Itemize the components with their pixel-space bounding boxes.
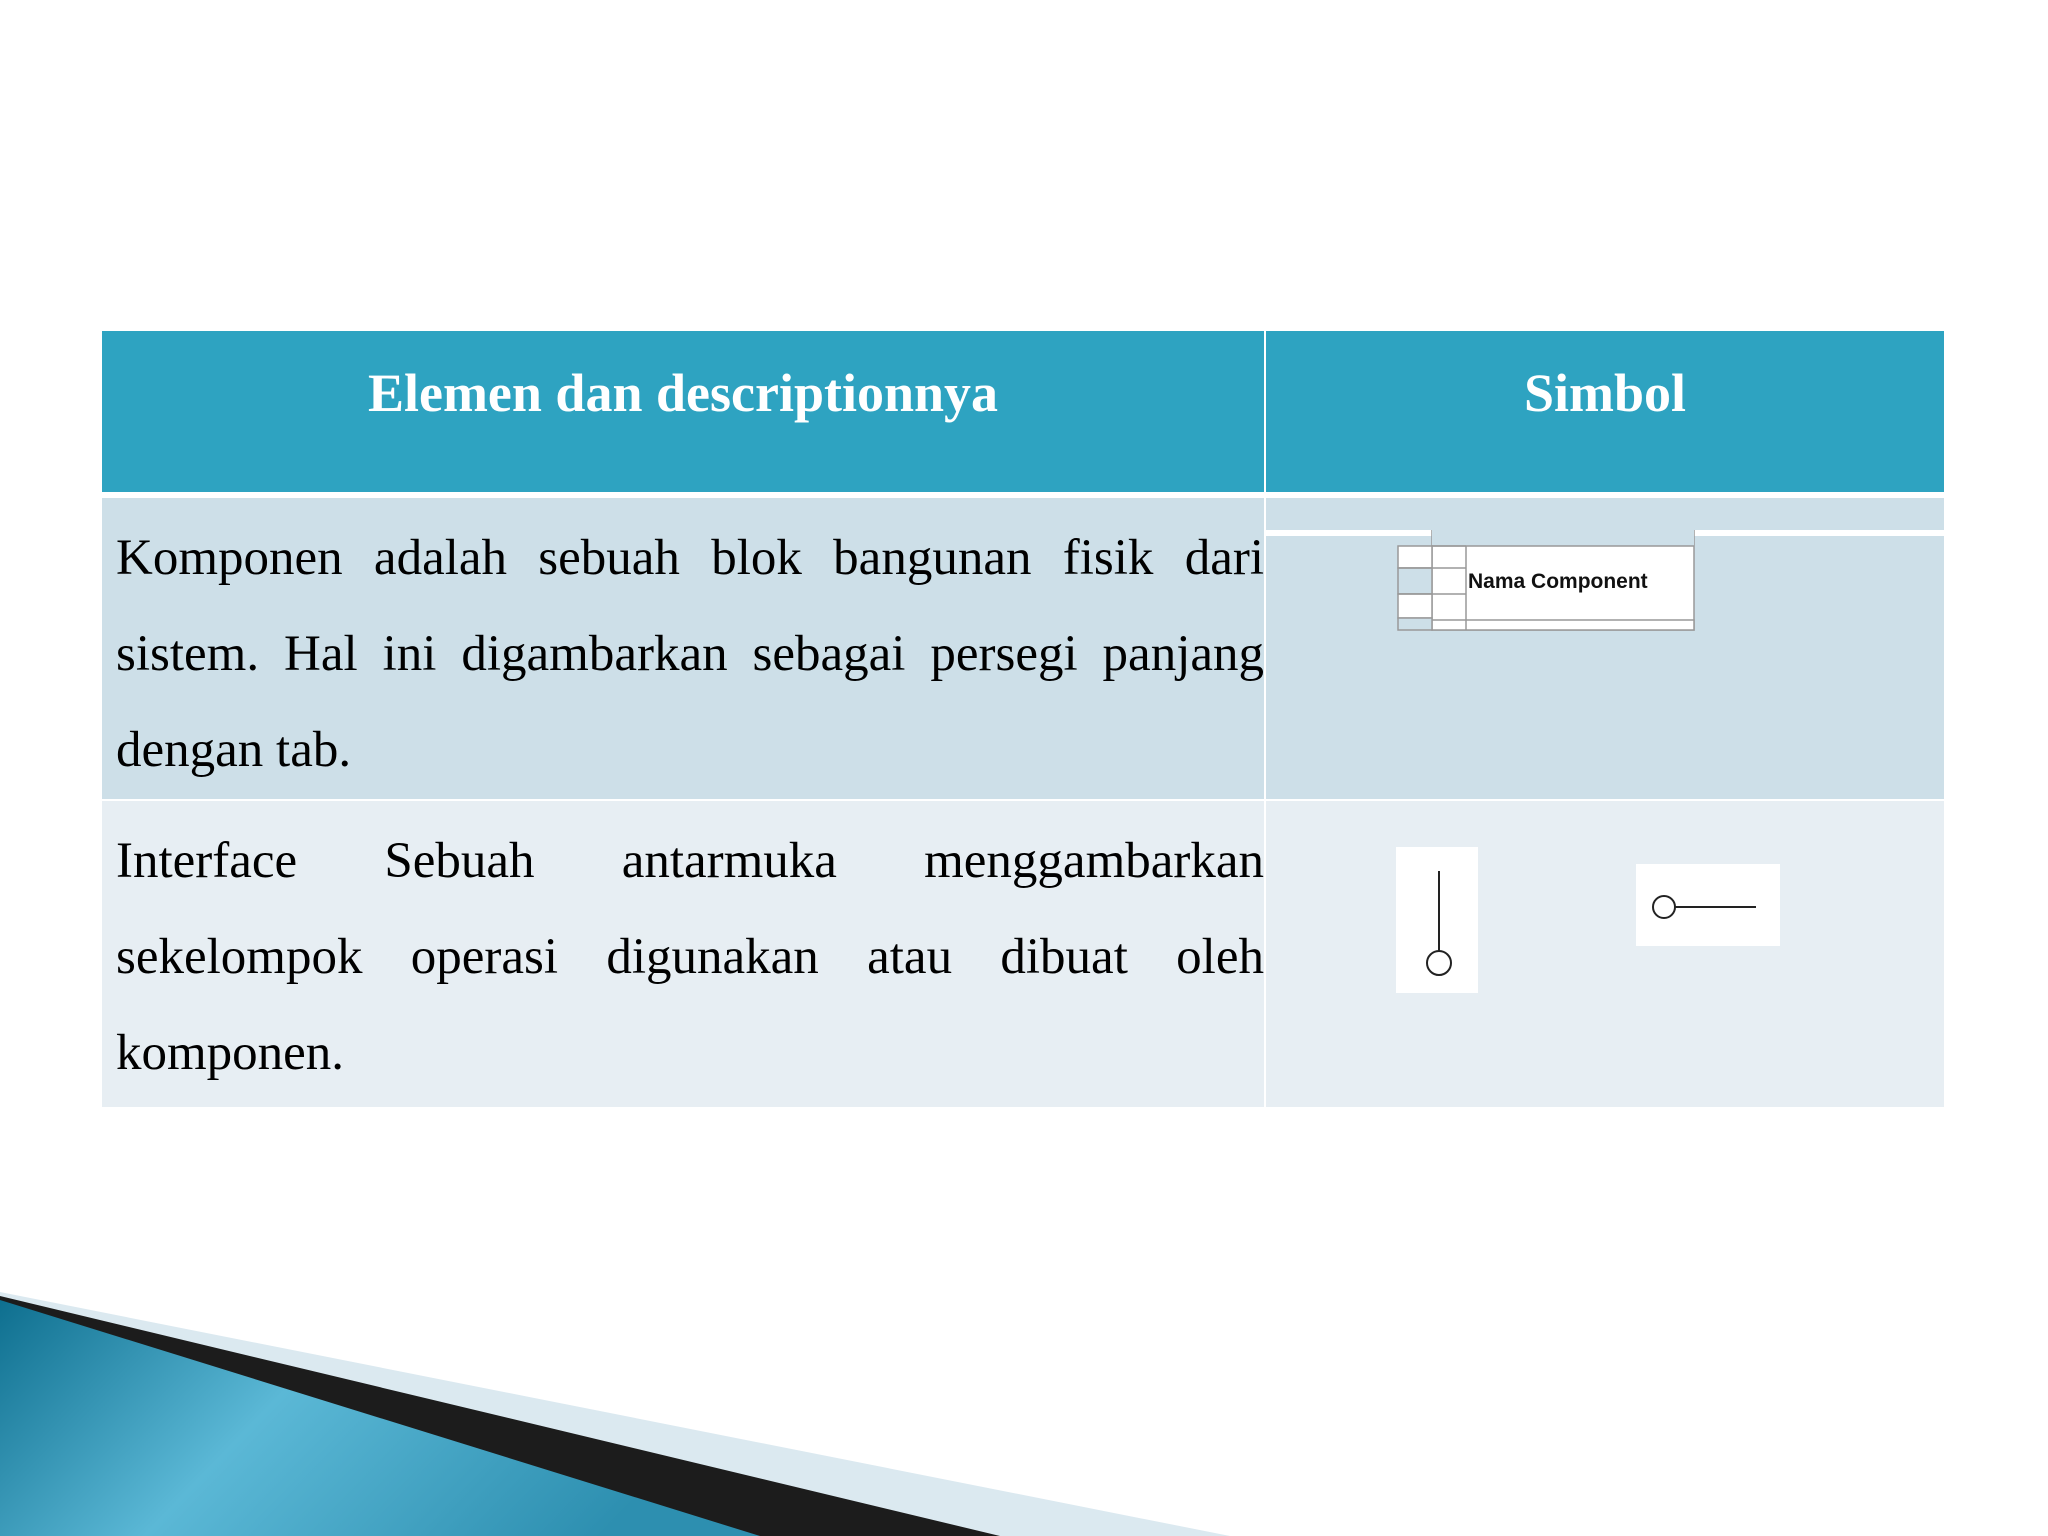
component-symbol-label: Nama Component (1468, 570, 1648, 593)
description-cell (102, 801, 1264, 1107)
description-cell (102, 498, 1264, 799)
table-header-row (102, 331, 1944, 492)
row-description: Interface Sebuah antarmuka menggambarkan sekelompok operasi digunakan atau dibuat oleh komponen. (116, 833, 1264, 1081)
symbol-cell (1266, 801, 1944, 1107)
row-description: Komponen adalah sebuah blok bangunan fisik dari sistem. Hal ini digambarkan sebagai persegi panjang dengan tab. (116, 530, 1264, 778)
header-cell-element (102, 331, 1264, 492)
header-element-label: Elemen dan descriptionnya (367, 363, 999, 423)
component-symbol-icon (1396, 530, 1696, 640)
table-row (102, 498, 1944, 799)
interface-lollipop-vertical-icon (1396, 847, 1478, 993)
element-symbol-table (102, 331, 1944, 1107)
symbol-cell (1266, 498, 1944, 799)
header-cell-symbol (1266, 331, 1944, 492)
table-row (102, 801, 1944, 1107)
interface-lollipop-horizontal-icon (1636, 864, 1780, 946)
header-symbol-label: Simbol (1523, 363, 1687, 423)
